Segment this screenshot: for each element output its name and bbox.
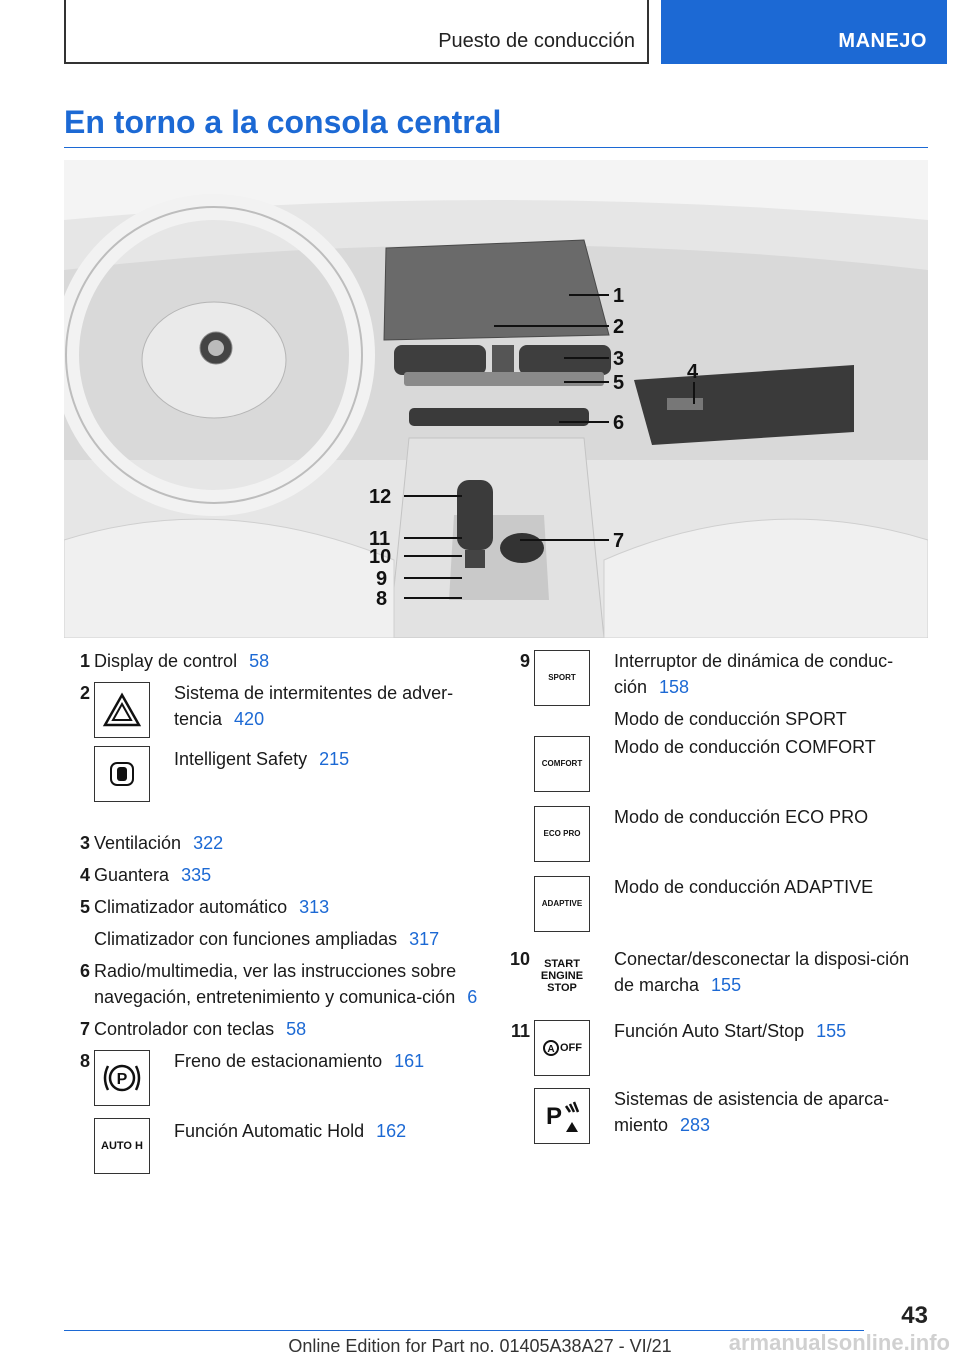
- eco-pro-mode-icon: ECO PRO: [534, 806, 590, 862]
- legend-item-9d: ADAPTIVE Modo de conducción ADAPTIVE: [504, 874, 928, 932]
- legend-item-2b: Intelligent Safety 215: [64, 744, 484, 802]
- legend-item-9b: COMFORT Modo de conducción COMFORT: [504, 734, 928, 792]
- callout-3: 3: [613, 348, 625, 370]
- page-ref-link[interactable]: 162: [376, 1121, 407, 1141]
- callout-5: 5: [613, 372, 625, 394]
- callout-12: 12: [369, 486, 392, 508]
- legend-item-3: 3 Ventilación 322: [79, 833, 224, 853]
- callout-1: 1: [613, 285, 625, 307]
- callout-6: 6: [613, 412, 625, 434]
- callout-2: 2: [613, 316, 625, 338]
- cockpit-drawing: [64, 160, 928, 638]
- callout-11: 11: [369, 528, 391, 550]
- page-ref-link[interactable]: 283: [680, 1115, 711, 1135]
- header-chapter-tab[interactable]: [661, 0, 947, 64]
- page-ref-link[interactable]: 58: [249, 651, 270, 671]
- legend-item-11: 11 A OFF Función Auto Start/Stop 155: [504, 1018, 928, 1076]
- page-number: 43: [901, 1302, 928, 1329]
- sport-mode-icon: SPORT: [534, 650, 590, 706]
- legend-item-7: 7 Controlador con teclas 58: [79, 1019, 307, 1039]
- watermark: armanualsonline.info: [728, 1330, 950, 1355]
- legend-item-1: 1 Display de control 58: [79, 651, 270, 671]
- hazard-warning-icon: [94, 682, 150, 738]
- page-ref-link[interactable]: 420: [234, 709, 265, 729]
- page-ref-link[interactable]: 317: [409, 929, 440, 949]
- header-section-title: Puesto de conducción: [438, 30, 635, 52]
- footer-edition: Online Edition for Part no. 01405A38A27 - VI/21: [288, 1336, 672, 1356]
- auto-hold-icon: AUTO H: [94, 1118, 150, 1174]
- legend-item-8b: AUTO H Función Automatic Hold 162: [64, 1116, 484, 1174]
- page-ref-link[interactable]: 6: [467, 987, 478, 1007]
- auto-start-stop-off-icon: A OFF: [534, 1020, 590, 1076]
- legend-item-5: 5 Climatizador automático 313: [79, 897, 330, 917]
- page-ref-link[interactable]: 335: [181, 865, 212, 885]
- legend-item-8: 8 P Freno de estacionamiento 161: [64, 1048, 484, 1106]
- adaptive-mode-icon: ADAPTIVE: [534, 876, 590, 932]
- legend-item-4: 4 Guantera 335: [79, 865, 212, 885]
- page-ref-link[interactable]: 155: [816, 1021, 847, 1041]
- page-ref-link[interactable]: 155: [711, 975, 742, 995]
- legend-item-2: 2 Sistema de intermitentes de adver-tencia 420: [64, 680, 484, 738]
- svg-text:A: A: [547, 1044, 555, 1055]
- callout-10: 10: [369, 546, 392, 568]
- legend-item-11b: P Sistemas de asistencia de aparca-miento 283: [504, 1086, 928, 1144]
- svg-text:P: P: [546, 1103, 563, 1130]
- page-ref-link[interactable]: 215: [319, 749, 350, 769]
- page-ref-link[interactable]: 158: [659, 677, 690, 697]
- start-stop-engine-icon: START ENGINE STOP: [534, 948, 590, 1004]
- intelligent-safety-icon: [94, 746, 150, 802]
- page-ref-link[interactable]: 58: [286, 1019, 307, 1039]
- comfort-mode-icon: COMFORT: [534, 736, 590, 792]
- page-ref-link[interactable]: 322: [193, 833, 224, 853]
- page-ref-link[interactable]: 161: [394, 1051, 425, 1071]
- callout-7: 7: [613, 530, 625, 552]
- legend-item-9c: ECO PRO Modo de conducción ECO PRO: [504, 804, 928, 862]
- header-chapter-title: MANEJO: [838, 30, 927, 52]
- legend-item-10: 10 START ENGINE STOP Conectar/desconectar la disposi-ción de marcha 155: [504, 946, 928, 1004]
- title-divider: [64, 147, 928, 148]
- legend-item-6: 6 Radio/multimedia, ver las instrucciones sobre navegación, entretenimiento y comunica-ción 6: [79, 961, 478, 1007]
- parking-brake-icon: [94, 1050, 150, 1106]
- legend-item-9: 9 SPORT Interruptor de dinámica de conduc-ción 158 Modo de conducción SPORT: [519, 651, 894, 729]
- cockpit-illustration: [64, 160, 928, 638]
- legend-item-5b: Climatizador con funciones ampliadas 317: [94, 929, 440, 949]
- callout-9: 9: [376, 568, 388, 590]
- header-section-box: [64, 0, 649, 64]
- legend-left-column: [64, 648, 484, 1174]
- callout-4: 4: [687, 361, 699, 383]
- page-title: En torno a la consola central: [64, 104, 502, 140]
- svg-text:P: P: [116, 1071, 128, 1088]
- page-ref-link[interactable]: 313: [299, 897, 330, 917]
- callout-8: 8: [376, 588, 388, 610]
- legend-right-column: [504, 648, 928, 1144]
- parking-assist-icon: [534, 1088, 590, 1144]
